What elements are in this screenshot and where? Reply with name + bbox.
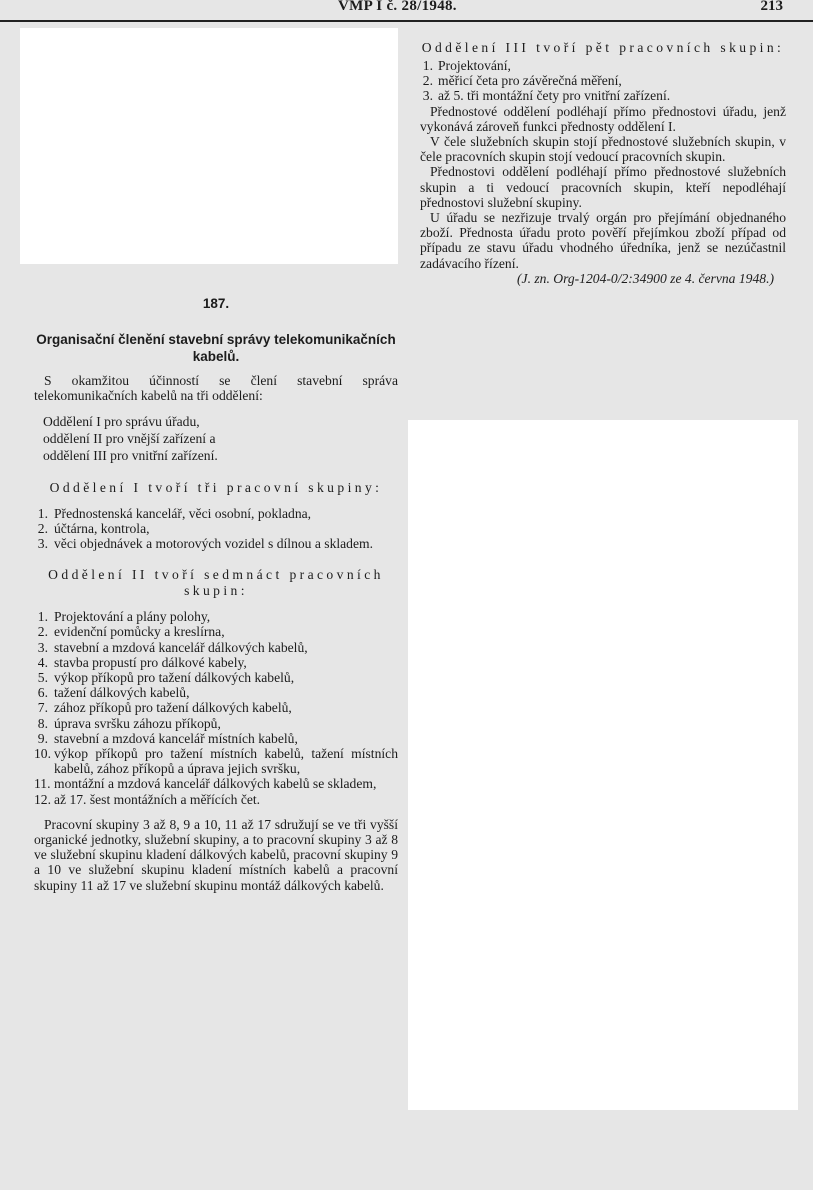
page-header [0, 0, 813, 22]
list-item [34, 640, 398, 655]
list-item [34, 685, 398, 700]
list-number: 4. [37, 654, 48, 670]
list-number: 8. [37, 715, 48, 731]
list-text: zához příkopů pro tažení dálkových kabelů, [54, 700, 292, 716]
list-number: 2. [422, 73, 433, 89]
list-text: Projektování a plány polohy, [54, 609, 211, 625]
list-number: 1. [37, 609, 48, 625]
intro-paragraph: S okamžitou účinností se člení stavební správa telekomunikačních kabelů na tři oddělení: [34, 373, 398, 404]
list-item [34, 746, 398, 776]
list-text: Přednostenská kancelář, věci osobní, pokladna, [54, 505, 312, 521]
list-item [34, 792, 398, 807]
closing-paragraph: Pracovní skupiny 3 až 8, 9 a 10, 11 až 17 sdružují se ve tři vyšší organické jednotky, služební skupiny, a to pracovní skupiny 3 až 8 ve služební skupinu kladení dálkových kabelů, pracovní skupiny 9 a 10 ve služební skupinu kladení místních kabelů a pracovní skupiny 11 až 17 ve služební skupinu montáž dálkových kabelů. [34, 816, 398, 893]
list-item [34, 521, 398, 536]
dept3-heading: Oddělení III tvoří pět pracovních skupin: [421, 40, 785, 55]
department-item: oddělení III pro vnitřní zařízení. [43, 447, 218, 463]
list-number: 12. [34, 791, 51, 807]
list-text: Projektování, [438, 58, 511, 73]
list-item [34, 624, 398, 639]
list-number: 2. [37, 520, 48, 536]
list-text: měřicí četa pro závěrečná měření, [438, 73, 622, 89]
list-text: věci objednávek a motorových vozidel s dílnou a skladem. [54, 536, 373, 552]
list-number: 11. [34, 776, 51, 792]
department-list [43, 413, 398, 464]
list-text: montážní a mzdová kancelář dálkových kabelů se skladem, [54, 776, 377, 792]
list-number: 3. [37, 639, 48, 655]
list-item [34, 609, 398, 624]
list-item [420, 88, 786, 103]
page-number: 213 [760, 0, 783, 14]
list-number: 7. [37, 700, 48, 716]
body-paragraph: Přednostové oddělení podléhají přímo přednostovi úřadu, jenž vykonává zároveň funkci přednosty oddělení I. [420, 103, 786, 134]
list-number: 5. [37, 670, 48, 686]
dept2-heading: Oddělení II tvoří sedmnáct pracovních skupin: [48, 567, 384, 599]
dept2-list [34, 609, 398, 807]
list-item [34, 536, 398, 551]
list-item [420, 58, 786, 73]
list-number: 1. [37, 505, 48, 521]
list-text: výkop příkopů pro tažení dálkových kabelů, [54, 670, 295, 686]
blank-area-bottom-right [408, 420, 798, 1110]
list-number: 1. [422, 58, 433, 73]
list-text: stavební a mzdová kancelář dálkových kabelů, [54, 639, 308, 655]
list-number: 2. [37, 624, 48, 640]
list-number: 6. [37, 685, 48, 701]
list-item [34, 655, 398, 670]
dept3-list [420, 58, 786, 104]
list-text: až 17. šest montážních a měřících čet. [54, 791, 261, 807]
list-item [420, 73, 786, 88]
dept1-list [34, 506, 398, 552]
list-text: až 5. tři montážní čety pro vnitřní zařízení. [438, 88, 671, 104]
department-item: Oddělení I pro správu úřadu, [43, 413, 200, 429]
body-paragraph: U úřadu se nezřizuje trvalý orgán pro přejímání objednaného zboží. Přednosta úřadu proto pověří přejímkou zboží případ od případu ze stavu úřadu vhodného úředníka, jenž se nezúčastnil zadávacího řízení. [420, 210, 786, 271]
list-item [34, 716, 398, 731]
list-item [34, 670, 398, 685]
list-text: úprava svršku záhozu příkopů, [54, 715, 221, 731]
list-item [34, 731, 398, 746]
reference-line: (J. zn. Org-1204-0/2:34900 ze 4. června 1948.) [517, 270, 774, 286]
article-title: Organisační členění stavební správy telekomunikačních kabelů. [36, 332, 396, 365]
department-item: oddělení II pro vnější zařízení a [43, 430, 216, 446]
list-text: stavební a mzdová kancelář místních kabelů, [54, 730, 298, 746]
right-column [420, 40, 786, 286]
list-item [34, 506, 398, 521]
list-number: 9. [37, 730, 48, 746]
list-number: 10. [34, 746, 51, 762]
list-text: stavba propustí pro dálkové kabely, [54, 654, 247, 670]
blank-area-top-left [20, 28, 398, 264]
list-text: výkop příkopů pro tažení místních kabelů, tažení místních kabelů, zához příkopů a úprava jejich svršku, [54, 746, 398, 777]
list-text: účtárna, kontrola, [54, 520, 150, 536]
journal-title: VMP I č. 28/1948. [338, 0, 457, 14]
list-item [34, 700, 398, 715]
dept1-heading: Oddělení I tvoří tři pracovní skupiny: [49, 479, 383, 495]
list-number: 3. [422, 88, 433, 104]
list-number: 3. [37, 536, 48, 552]
list-text: tažení dálkových kabelů, [54, 685, 190, 701]
left-column [34, 296, 398, 893]
list-item [34, 776, 398, 791]
body-paragraph: V čele služebních skupin stojí přednostové služebních skupin, v čele pracovních skupin stojí vedoucí pracovních skupin. [420, 134, 786, 165]
body-paragraph: Přednostovi oddělení podléhají přímo přednostové služebních skupin a ti vedoucí pracovních skupin, kteří nepodléhají přednostovi služební skupiny. [420, 164, 786, 210]
article-number: 187. [202, 296, 230, 311]
list-text: evidenční pomůcky a kreslírna, [54, 624, 225, 640]
